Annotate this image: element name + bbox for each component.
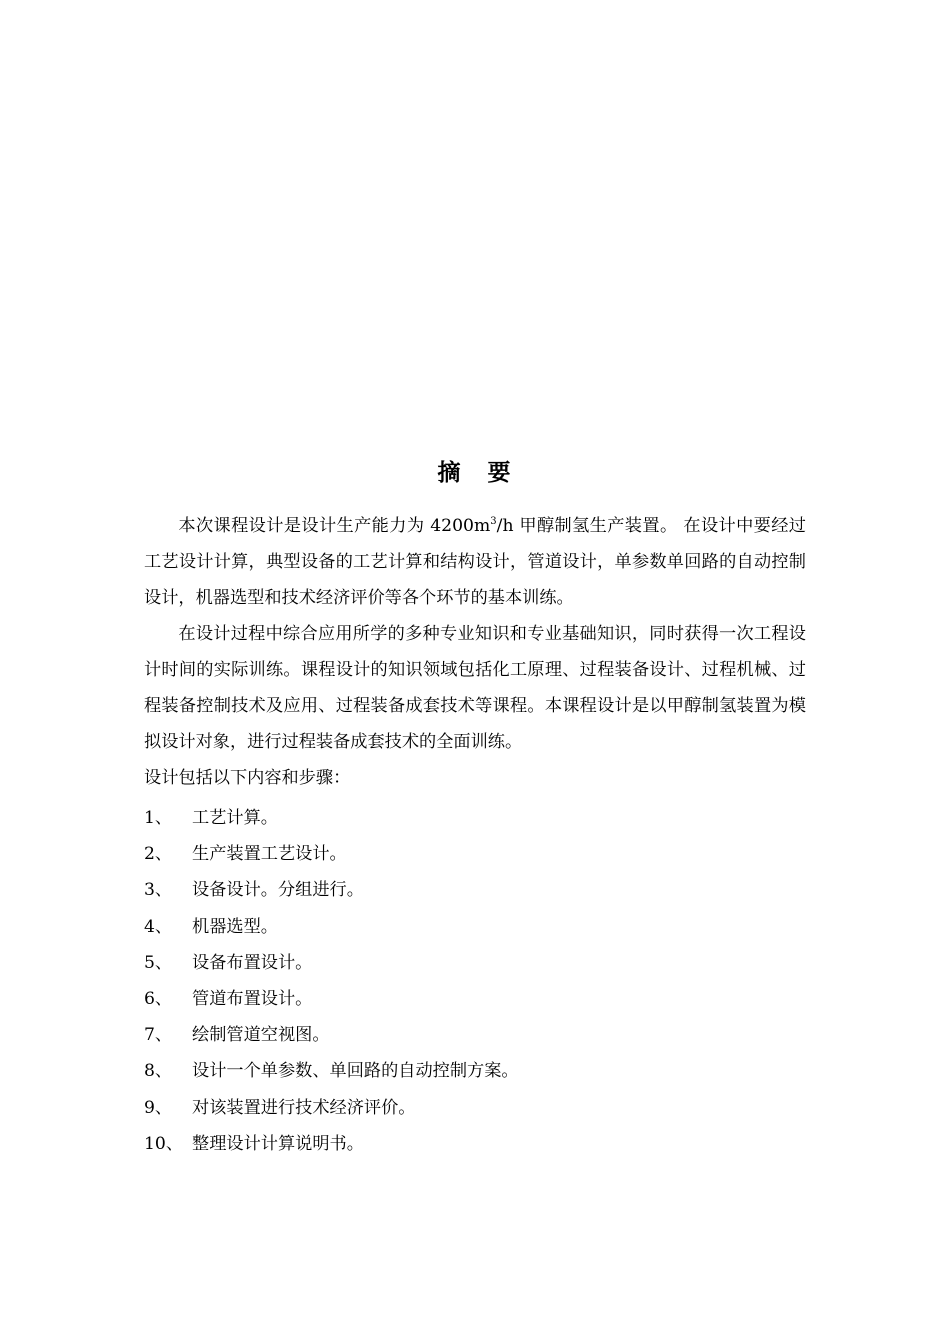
list-item: [144, 1053, 806, 1089]
step-number: 1、: [144, 808, 173, 828]
step-number: 5、: [144, 952, 173, 973]
step-text: 整理设计计算说明书。: [192, 1133, 364, 1154]
step-text: 设计一个单参数、单回路的自动控制方案。: [192, 1061, 519, 1082]
step-text: 工艺计算。: [192, 808, 278, 828]
step-text: 设备布置设计。: [192, 952, 313, 973]
step-text: 设备设计。分组进行。: [192, 880, 364, 901]
step-number: 8、: [144, 1061, 173, 1082]
step-number: 2、: [144, 844, 173, 865]
list-item: [144, 836, 806, 872]
step-number: 4、: [144, 916, 173, 937]
list-item: [144, 1090, 806, 1126]
list-item: [144, 800, 806, 836]
list-item: [144, 1126, 806, 1162]
paragraph-1: [144, 508, 806, 616]
paragraph-2: 在设计过程中综合应用所学的多种专业知识和专业基础知识，同时获得一次工程设计时间的实际训练。课程设计的知识领域包括化工原理、过程装备设计、过程机械、过程装备控制技术及应用、过程装备成套技术等课程。本课程设计是以甲醇制氢装置为模拟设计对象，进行过程装备成套技术的全面训练。: [144, 624, 806, 752]
step-text: 生产装置工艺设计。: [192, 844, 347, 865]
paragraph-1-part-b: /h 甲醇制氢生产装置。 在设计中要经过工艺设计计算，典型设备的工艺计算和结构设计，管道设计，单参数单回路的自动控制设计，机器选型和技术经济评价等各个环节的基本训练。: [144, 516, 806, 608]
step-text: 管道布置设计。: [192, 988, 313, 1009]
abstract-title: 摘 要: [437, 460, 513, 486]
step-number: 10、: [144, 1133, 184, 1154]
abstract-body: [144, 508, 806, 796]
step-text: 绘制管道空视图。: [192, 1025, 330, 1046]
steps-list: [144, 800, 806, 1162]
step-text: 对该装置进行技术经济评价。: [192, 1097, 416, 1118]
step-number: 6、: [144, 988, 173, 1009]
list-item: [144, 872, 806, 908]
list-item: [144, 1017, 806, 1053]
paragraph-1-part-a: 本次课程设计是设计生产能力为 4200m: [178, 516, 491, 536]
step-number: 3、: [144, 880, 173, 901]
steps-intro: 设计包括以下内容和步骤：: [144, 768, 351, 788]
superscript-3: 3: [490, 516, 497, 527]
step-text: 机器选型。: [192, 916, 278, 937]
step-number: 9、: [144, 1097, 173, 1118]
list-item: [144, 945, 806, 981]
step-number: 7、: [144, 1025, 173, 1046]
list-item: [144, 909, 806, 945]
list-item: [144, 981, 806, 1017]
